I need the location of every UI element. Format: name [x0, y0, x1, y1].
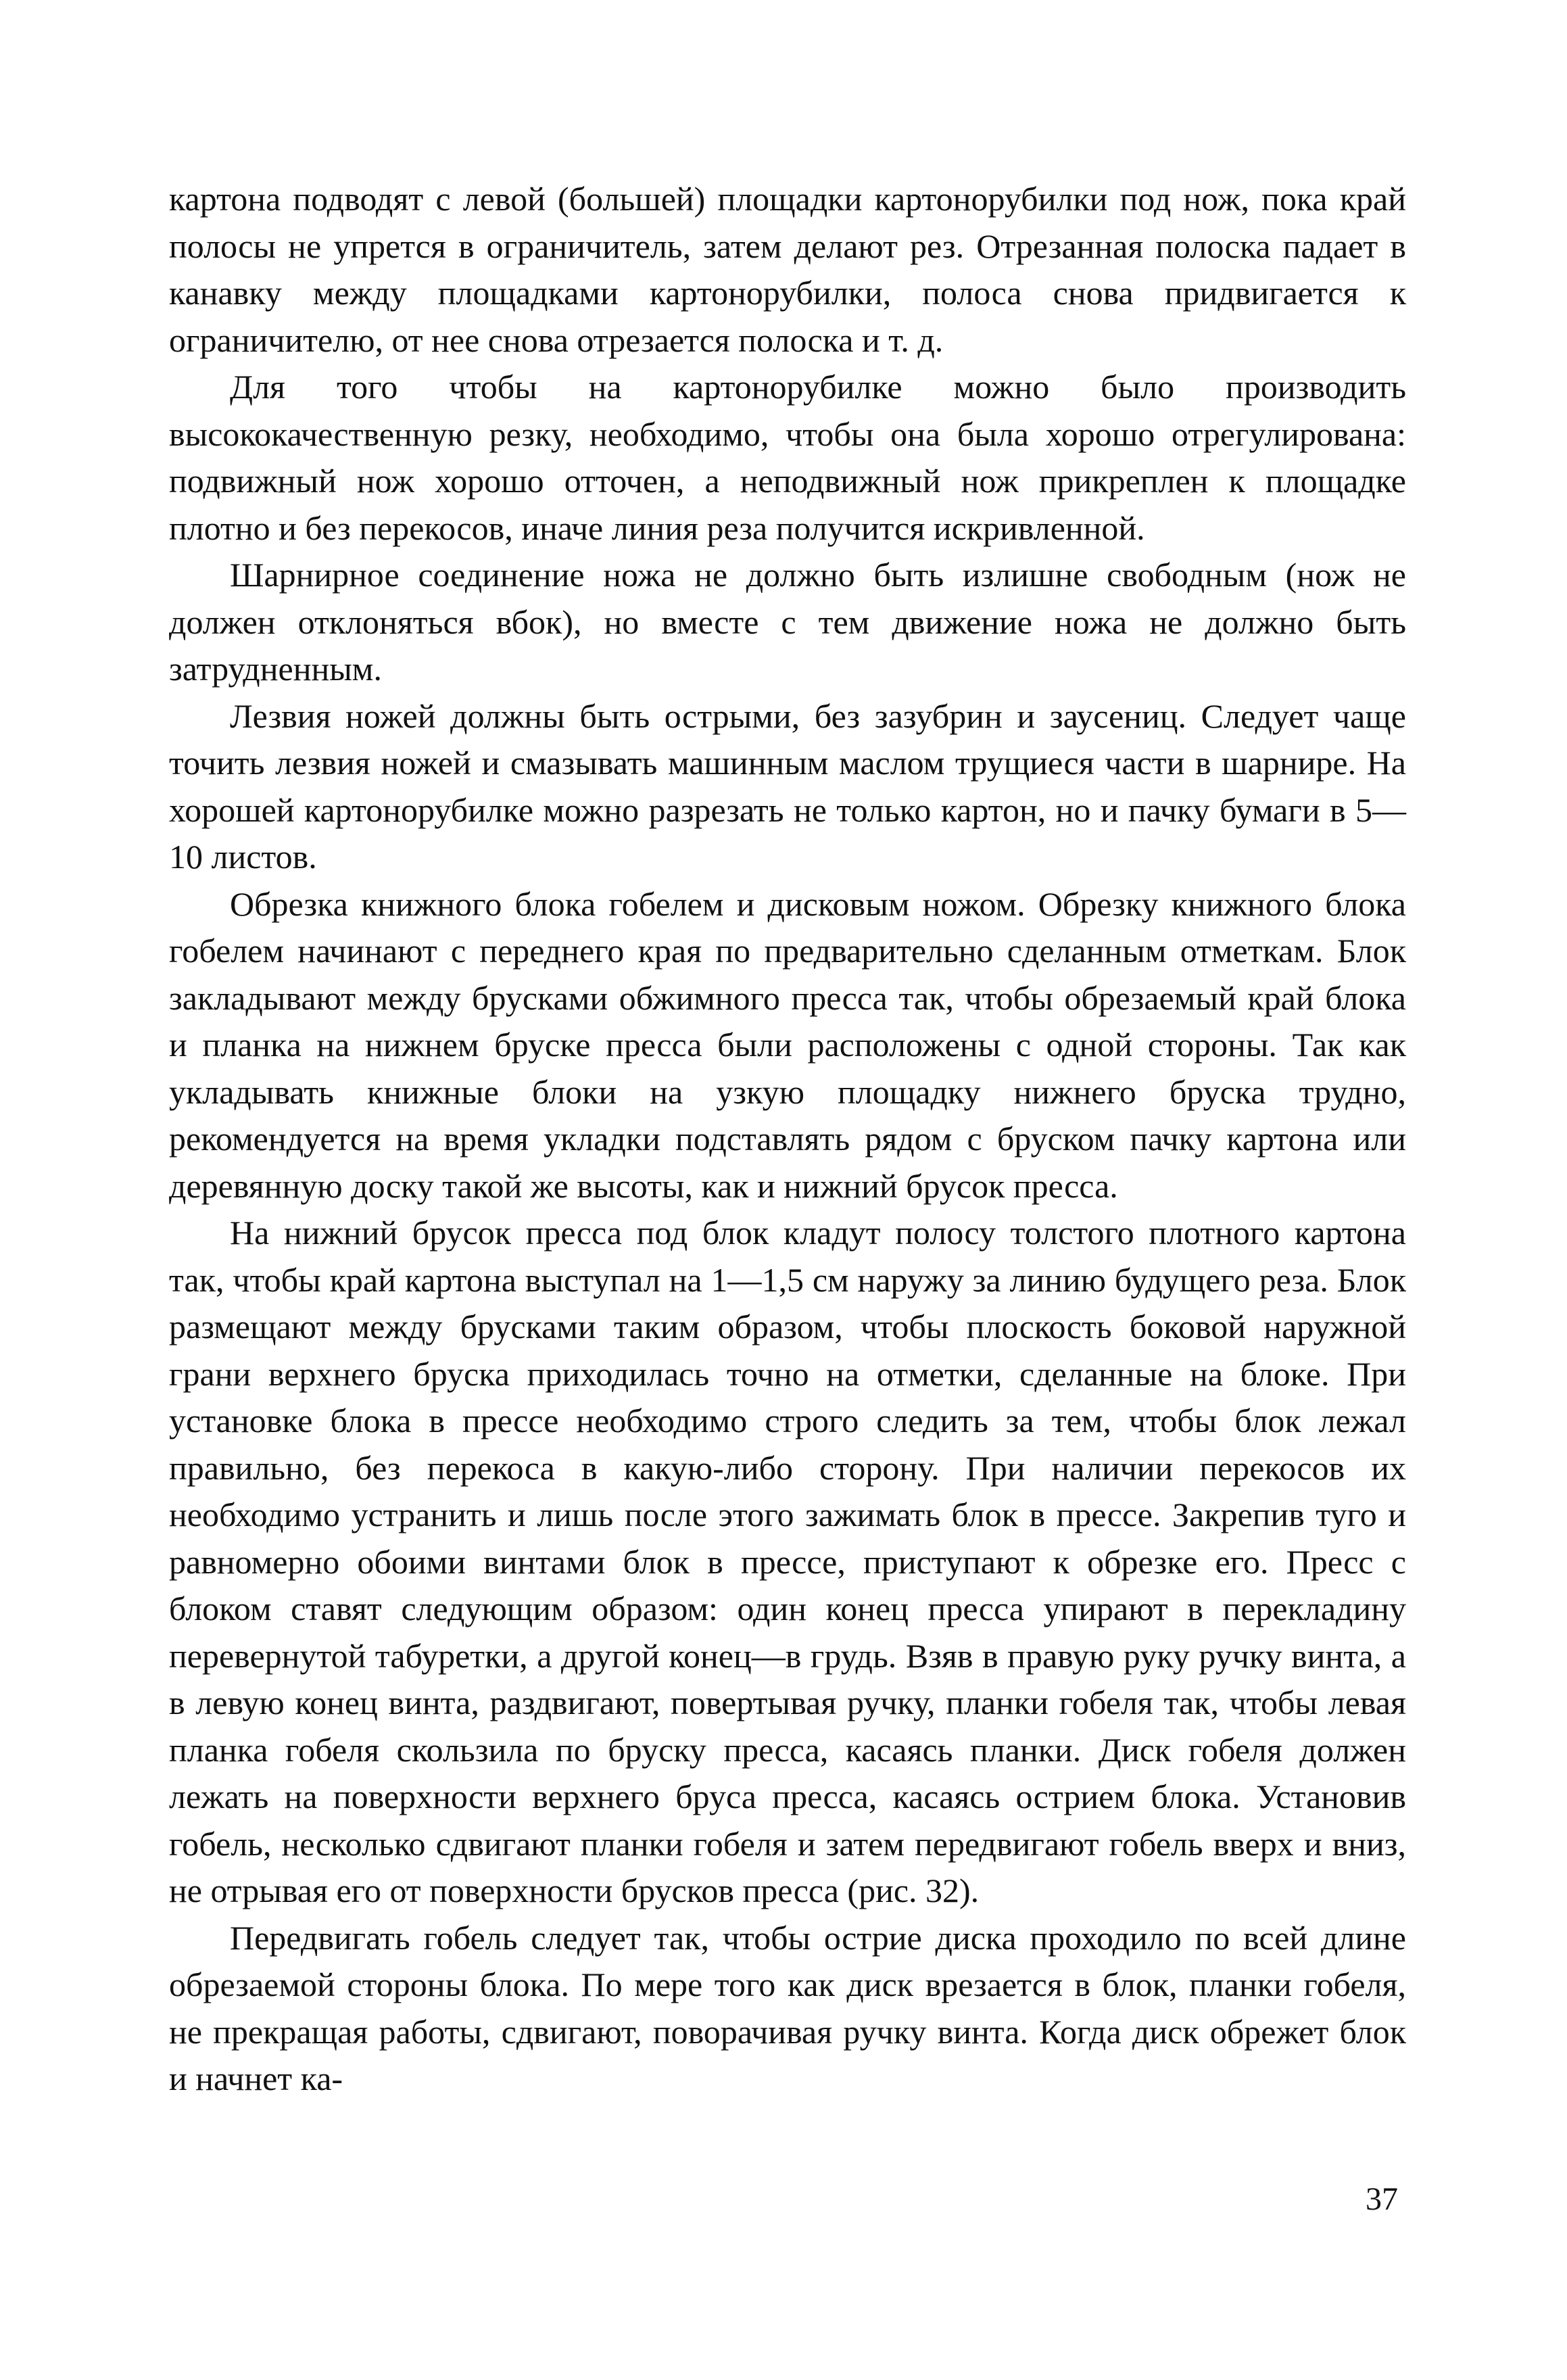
paragraph-7: Передвигать гобель следует так, чтобы острие диска проходило по всей длине обрезаемой стороны блока. По мере того как диск врезается в блок, планки гобеля, не прекращая работы, сдвигают, поворачивая ручку винта. Когда диск обрежет блок и начнет ка- [169, 1918, 1406, 2097]
page-number: 37 [1366, 2181, 1398, 2217]
page-text-body [169, 176, 1406, 2339]
paragraph-6: На нижний брусок пресса под блок кладут полосу толстого плотного картона так, чтобы край картона выступал на 1—1,5 см наружу за линию будущего реза. Блок размещают между брусками таким образом, чтобы плоскость боковой наружной грани верхнего бруска приходилась точно на отметки, сделанные на блоке. При установке блока в прессе необходимо строго следить за тем, чтобы блок лежал правильно, без перекоса в какую-либо сторону. При наличии перекосов их необходимо устранить и лишь после этого зажимать блок в прессе. Закрепив туго и равномерно обоими винтами блок в прессе, приступают к обрезке его. Пресс с блоком ставят следующим образом: один конец пресса упирают в перекладину перевернутой табуретки, а другой конец—в грудь. Взяв в правую руку ручку винта, а в левую конец винта, раздвигают, повертывая ручку, планки гобеля так, чтобы левая планка гобеля скользила по бруску пресса, касаясь планки. Диск гобеля должен лежать на поверхности верхнего бруса пресса, касаясь острием блока. Установив гобель, несколько сдвигают планки гобеля и затем передвигают гобель вверх и вниз, не отрывая его от поверхности брусков пресса (рис. 32). [169, 1214, 1406, 1909]
paragraph-1: картона подводят с левой (большей) площадки картонорубилки под нож, пока край полосы не упрется в ограничитель, затем делают рез. Отрезанная полоска падает в канавку между площадками картонорубилки, полоса снова придвигается к ограничителю, от нее снова отрезается полоска и т. д. [169, 180, 1406, 359]
paragraph-5: Обрезка книжного блока гобелем и дисковым ножом. Обрезку книжного блока гобелем начинают с переднего края по предварительно сделанным отметкам. Блок закладывают между брусками обжимного пресса так, чтобы обрезаемый край блока и планка на нижнем бруске пресса были расположены с одной стороны. Так как укладывать книжные блоки на узкую площадку нижнего бруска трудно, рекомендуется на время укладки подставлять рядом с бруском пачку картона или деревянную доску такой же высоты, как и нижний брусок пресса. [169, 884, 1406, 1205]
paragraph-4: Лезвия ножей должны быть острыми, без зазубрин и заусениц. Следует чаще точить лезвия ножей и смазывать машинным маслом трущиеся части в шарнире. На хорошей картонорубилке можно разрезать не только картон, но и пачку бумаги в 5—10 листов. [169, 696, 1406, 876]
paragraph-2: Для того чтобы на картонорубилке можно было производить высококачественную резку, необходимо, чтобы она была хорошо отрегулирована: подвижный нож хорошо отточен, а неподвижный нож прикреплен к площадке плотно и без перекосов, иначе линия реза получится искривленной. [169, 368, 1406, 547]
paragraph-3: Шарнирное соединение ножа не должно быть излишне свободным (нож не должен отклоняться вбок), но вместе с тем движение ножа не должно быть затрудненным. [169, 556, 1406, 688]
